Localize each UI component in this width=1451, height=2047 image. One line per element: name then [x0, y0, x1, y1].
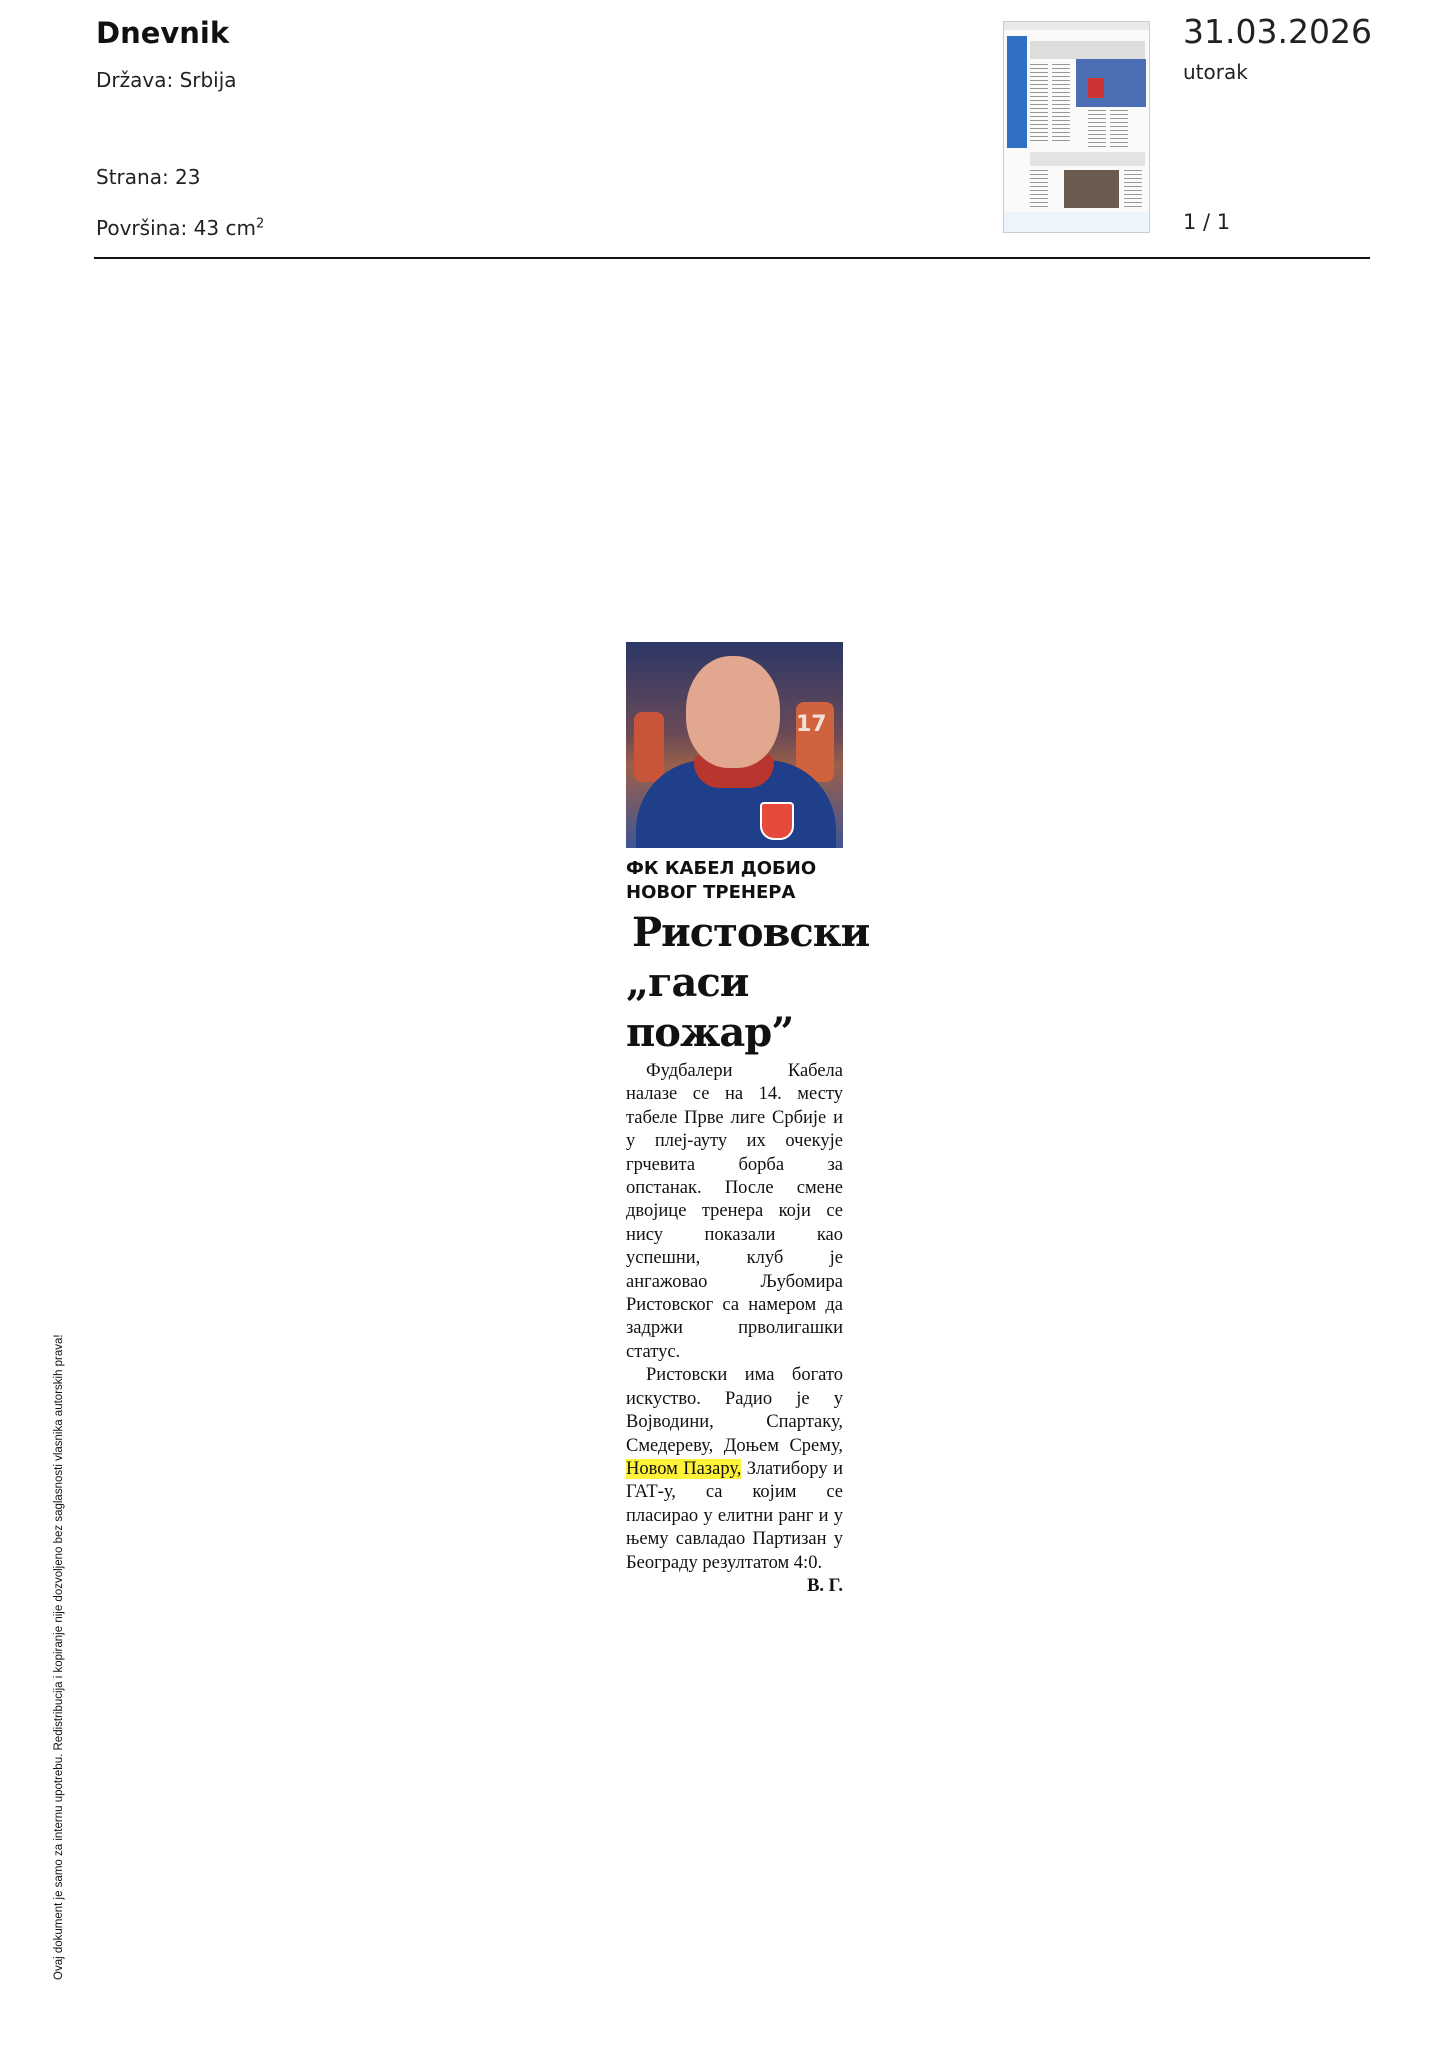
area-text: Površina: 43 cm — [96, 216, 256, 240]
publication-name: Dnevnik — [96, 16, 230, 50]
article-clipping — [626, 642, 870, 1598]
article-body — [626, 1060, 844, 1596]
club-badge-icon — [760, 802, 794, 840]
coach-photo — [626, 642, 843, 848]
header-divider — [94, 257, 1370, 259]
page-number-label: Strana: 23 — [96, 165, 201, 189]
paragraph-1: Фудбалери Кабела налазе се на 14. месту табеле Прве лиге Србије и у плеј-ауту их очекује грчевита борба за опстанак. После смене двојице тренера који се нису показали као успешни, клуб је ангажовао Љубомира Ристовског са намером да задржи прволигашки статус. — [626, 1061, 843, 1362]
paragraph-2 — [626, 1364, 844, 1596]
country-label: Država: Srbija — [96, 68, 237, 92]
paragraph-2-start: Ристовски има богато искуство. Радио је у Војводини, Спартаку, Смедереву, Доњем Срему, — [626, 1365, 843, 1456]
copyright-notice: Ovaj dokument je samo za internu upotrebu. Redistribucija i kopiranje nije dozvoljeno bez saglasnosti vlasnika autorskih prava! — [53, 1334, 65, 1980]
paragraph-2-end: Златибору и ГАТ-у, са којим се пласирао у елитни ранг и у њему савладао Партизан у Београду резултатом 4:0. — [626, 1458, 844, 1573]
headline-line-1: Ристовски — [632, 909, 870, 956]
kicker-line-1: ФК КАБЕЛ ДОБИО — [626, 858, 817, 879]
area-unit-exponent: 2 — [255, 216, 265, 232]
headline-line-2: „гаси — [626, 959, 749, 1006]
kicker-line-2: НОВОГ ТРЕНЕРА — [626, 882, 796, 903]
page-thumbnail — [1003, 21, 1150, 233]
issue-date: 31.03.2026 — [1183, 12, 1372, 51]
area-label — [96, 216, 264, 240]
headline-line-3: пожар” — [626, 1009, 794, 1056]
article-kicker — [626, 857, 843, 905]
page-count: 1 / 1 — [1183, 210, 1231, 234]
photo-jersey-number: 17 — [796, 712, 827, 737]
highlighted-text: Новом Пазару, — [626, 1458, 742, 1479]
author-signature: В. Г. — [807, 1575, 843, 1596]
article-headline — [626, 908, 870, 1058]
issue-weekday: utorak — [1183, 60, 1248, 84]
